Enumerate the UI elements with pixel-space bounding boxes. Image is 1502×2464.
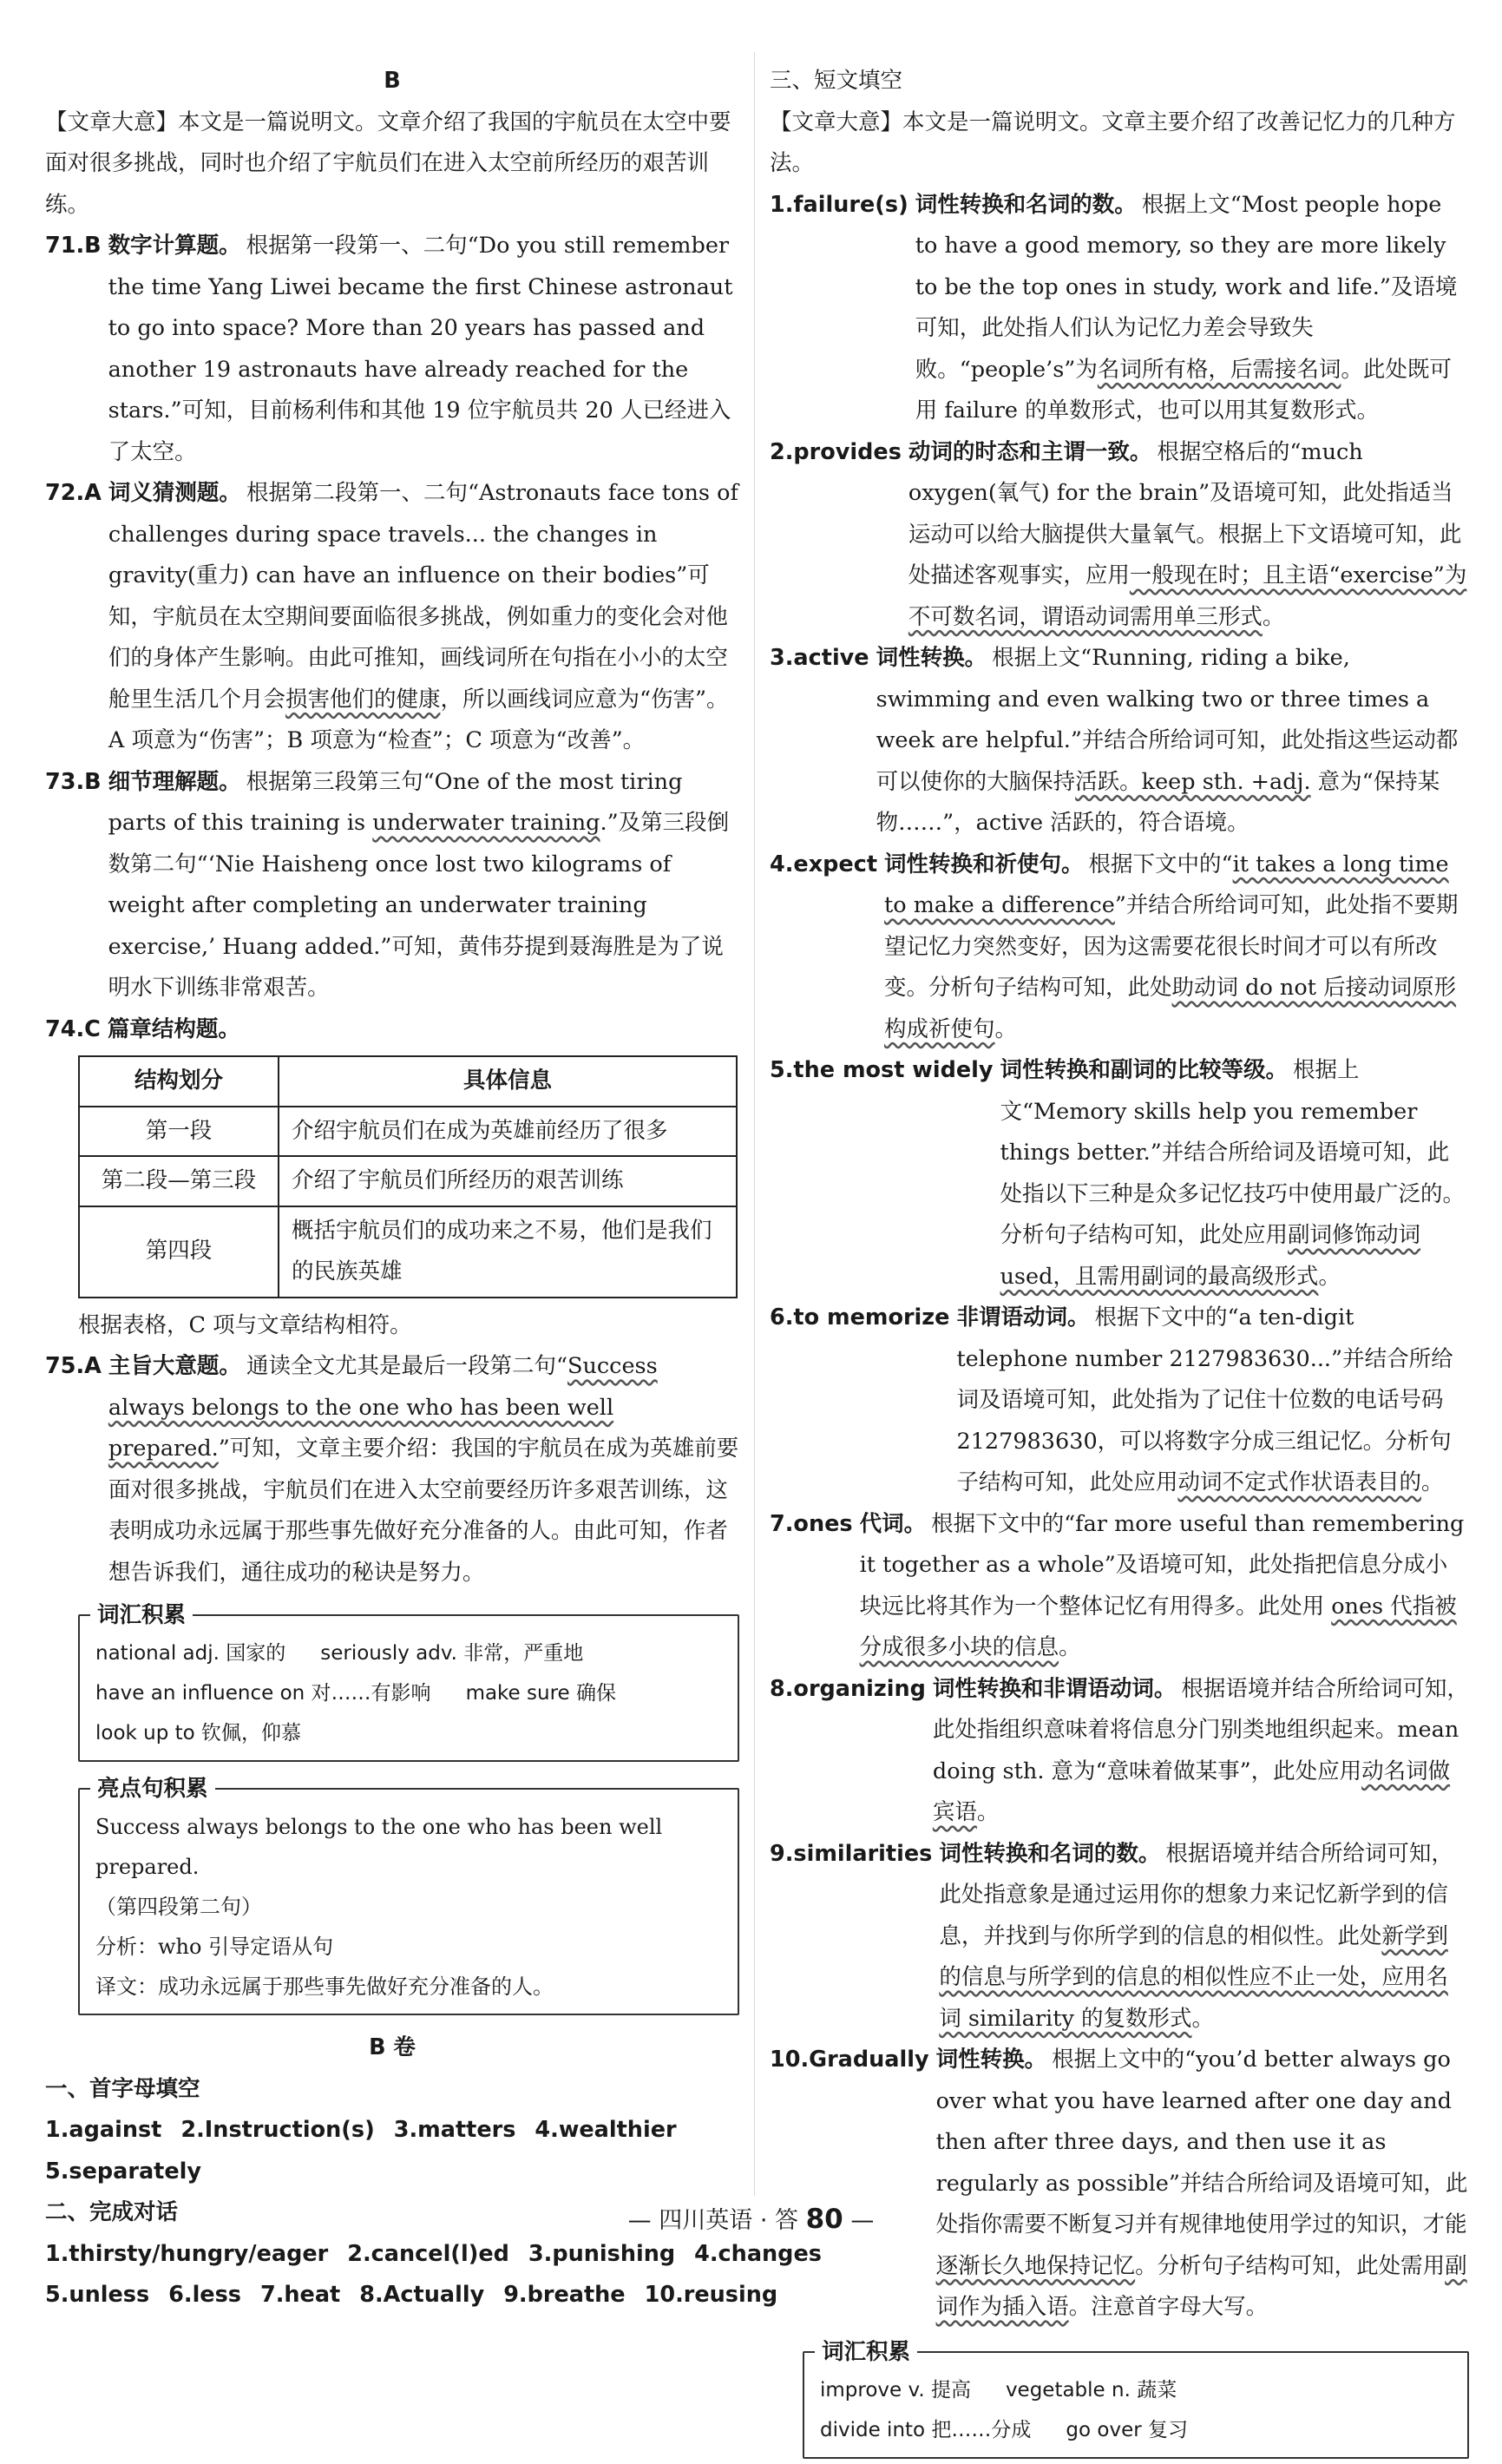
part2-answers <box>45 2275 778 2316</box>
vocab-entry: vegetable n. 蔬菜 <box>1005 2378 1177 2402</box>
explanation: 根据下文中的“far more useful than remembering it together as a whole”及语境可知，此处指把信息分成小块远比将其作为一个整体记忆有用得多。此处用 <box>859 1510 1465 1620</box>
structure-table <box>78 1055 738 1298</box>
vocab-entry: national adj. 国家的 <box>95 1642 286 1665</box>
explanation: ，所以画线词应意为“伤害”。A 项意为“伤害”；B 项意为“检查”；C 项意为“改善”。 <box>108 686 729 753</box>
vocab-entry: have an influence on 对……有影响 <box>95 1682 431 1705</box>
answer: 9.breathe <box>503 2282 626 2308</box>
footer-label: — 四川英语 · 答 <box>627 2207 798 2234</box>
table-cell: 介绍了宇航员们所经历的艰苦训练 <box>279 1156 737 1206</box>
highlight-sentence: Success always belongs to the one who has been well prepared. <box>95 1815 663 1879</box>
answer-item <box>770 1298 1469 1504</box>
explanation: 根据上文“Running, riding a bike, swimming and even walking two or three times a week are helpful.”并结合所给词可知，此处指这些运动都可以使你的大脑保持 <box>876 645 1459 795</box>
answer-item <box>770 638 1469 844</box>
table-row <box>79 1156 737 1206</box>
answer: 8.Actually <box>359 2282 485 2308</box>
vocab-entry: divide into 把……分成 <box>820 2418 1032 2441</box>
answer-number: 6.to memorize <box>770 1304 950 1331</box>
vocab-entry: make sure 确保 <box>465 1682 616 1705</box>
underlined-text: 一般现在时；且主语“exercise”为不可数名词，谓语动词需用单三形式 <box>908 562 1467 630</box>
table-cell: 第二段—第三段 <box>79 1156 279 1206</box>
answer: 3.matters <box>393 2117 516 2143</box>
table-cell: 第四段 <box>79 1206 279 1298</box>
page-number: 80 <box>805 2204 843 2235</box>
highlight-box <box>78 1776 739 2015</box>
answer: 5.unless <box>45 2282 150 2308</box>
answer-number: 74.C <box>45 1015 101 1042</box>
answer-item <box>770 1504 1469 1669</box>
part1-answers <box>45 2110 739 2152</box>
answer-number: 2.provides <box>770 438 902 465</box>
question-category: 词性转换和副词的比较等级。 <box>1000 1057 1289 1083</box>
question-category: 词义猜测题。 <box>108 480 241 506</box>
part3-title: 三、短文填空 <box>770 68 903 94</box>
answer: 7.heat <box>259 2282 341 2308</box>
answer-number: 1.failure(s) <box>770 191 908 218</box>
question-category: 词性转换。 <box>935 2047 1047 2073</box>
answer-74 <box>45 1009 739 1051</box>
passage-summary: 【文章大意】本文是一篇说明文。文章主要介绍了改善记忆力的几种方法。 <box>770 108 1456 176</box>
explanation: 根据空格后的“much oxygen(氧气) for the brain”及语境可知，此处指适当运动可以给大脑提供大量氧气。根据上下文语境可知，此处描述客观事实，应用 <box>908 438 1462 588</box>
passage-summary: 【文章大意】本文是一篇说明文。文章介绍了我国的宇航员在太空中要面对很多挑战，同时也介绍了宇航员们在进入太空前所经历的艰苦训练。 <box>45 108 731 218</box>
explanation: 。 <box>1059 1634 1081 1660</box>
explanation: 根据第三段第三句“One of the most tiring parts of this training is <box>108 768 683 836</box>
explanation: 根据语境并结合所给词可知，此处指意象是通过运用你的想象力来记忆新学到的信息，并找到与你所学到的信息的相似性。此处 <box>939 1840 1453 1949</box>
highlight-box-title: 亮点句积累 <box>90 1769 215 1810</box>
answer: 1.against <box>45 2117 162 2143</box>
explanation: 根据第二段第一、二句“Astronauts face tons of challenges during space travels... the changes in gravity(重力) can have an influence on their bodies”可知，宇航员在太空期间要面临很多挑战，例如重力的变化会对他们的身体产生影响。由此可推知，画线词所在句指在小小的太空舱里生活几个月会 <box>108 480 738 713</box>
answer-73 <box>45 762 739 1009</box>
answer-number: 3.active <box>770 645 869 671</box>
answer-item <box>770 1834 1469 2040</box>
underlined-text: 副词修饰动词 used，且需用副词的最高级形式 <box>1000 1222 1421 1290</box>
section-title-b: B <box>384 68 401 94</box>
question-category: 词性转换和名词的数。 <box>915 191 1137 218</box>
explanation: 。分析句子结构可知，此处需用 <box>1135 2252 1446 2279</box>
highlight-analysis: 分析：who 引导定语从句 <box>95 1935 334 1959</box>
answer: 4.changes <box>694 2240 822 2267</box>
answer-number: 8.organizing <box>770 1675 926 1702</box>
explanation: 。此处既可用 failure 的单数形式，也可以用其复数形式。 <box>915 356 1452 424</box>
vocab-box <box>78 1602 739 1762</box>
answer: 3.punishing <box>528 2240 676 2267</box>
part1-title: 一、首字母填空 <box>45 2075 200 2102</box>
explanation: ”可知，文章主要介绍：我国的宇航员在成为英雄前要面对很多挑战，宇航员们在进入太空前要经历许多艰苦训练，这表明成功永远属于那些事先做好充分准备的人。由此可知，作者想告诉我们，通往成功的秘诀是努力。 <box>108 1436 739 1586</box>
underlined-text: Success always belongs to the one who has been well prepared. <box>108 1353 658 1462</box>
explanation: 。 <box>1262 603 1285 630</box>
underlined-text: 副词作为插入语 <box>935 2252 1467 2320</box>
explanation: 根据语境并结合所给词可知，此处指组织意味着将信息分门别类地组织起来。mean doing sth. 意为“意味着做某事”，此处应用 <box>932 1675 1469 1784</box>
answer-item <box>770 185 1469 432</box>
explanation: 。 <box>976 1799 1000 1825</box>
explanation: ”并结合所给词可知，此处指不要期望记忆力突然变好，因为这需要花很长时间才可以有所改变。分析句子结构可知，此处 <box>884 892 1459 1001</box>
answer-item <box>770 1669 1469 1834</box>
answer-number: 4.expect <box>770 851 878 877</box>
question-category: 细节理解题。 <box>108 768 241 795</box>
answer-number: 5.the most widely <box>770 1057 994 1083</box>
underlined-text: 损害他们的健康 <box>285 686 441 713</box>
explanation: 意为“保持某物……”，active 活跃的，符合语境。 <box>876 768 1440 836</box>
table-cell: 概括宇航员们的成功来之不易，他们是我们的民族英雄 <box>279 1206 737 1298</box>
vocab-entry: improve v. 提高 <box>820 2378 971 2402</box>
answer-number: 75.A <box>45 1353 102 1379</box>
answer-number: 10.Gradually <box>770 2047 929 2073</box>
answer: 6.less <box>168 2282 241 2308</box>
question-category: 词性转换和祈使句。 <box>884 851 1084 877</box>
table-row <box>79 1206 737 1298</box>
explanation: 根据第一段第一、二句“Do you still remember the time Yang Liwei became the first Chinese astronaut to go into space? More than 20 years has passed and another 19 astronauts have already reached for the stars.”可知，目前杨利伟和其他 19 位宇航员共 20 人已经进入了太空。 <box>108 233 733 465</box>
explanation: 根据上文中的“you’d better always go over what you have learned after one day and then after three days, and then use it as regularly as possible”并结合所给词及语境可知，此处指你需要不断复习并有规律地使用学过的知识，才能 <box>935 2047 1468 2237</box>
vocab-box <box>803 2338 1469 2459</box>
right-column <box>770 61 1469 2464</box>
explanation: 。 <box>1318 1263 1341 1290</box>
column-divider <box>754 52 755 2196</box>
part1-answers <box>45 2152 739 2193</box>
answer-number: 9.similarities <box>770 1840 933 1867</box>
underlined-text: 名词所有格，后需接名词 <box>1097 356 1341 383</box>
underlined-text: 动名词做宾语 <box>932 1758 1451 1825</box>
page-footer <box>0 2199 1502 2242</box>
footer-dash: — <box>850 2207 875 2234</box>
explanation: 根据上文“Most people hope to have a good memory, so they are more likely to be the top ones in study, work and life.”及语境可知，此处指人们认为记忆力差会导致失败。“people’s”为 <box>915 191 1458 383</box>
question-category: 代词。 <box>859 1510 927 1537</box>
answer-72 <box>45 473 739 762</box>
vocab-box-title: 词汇积累 <box>90 1595 193 1637</box>
question-category: 词性转换和名词的数。 <box>939 1840 1161 1867</box>
underlined-text: 活跃。keep sth. +adj. <box>1075 768 1311 795</box>
volume-b-title: B 卷 <box>369 2034 416 2060</box>
question-category: 词性转换。 <box>876 645 987 671</box>
table-header: 结构划分 <box>79 1056 279 1107</box>
table-row <box>79 1107 737 1157</box>
underlined-text: 动词不定式作状语表目的 <box>1177 1469 1421 1495</box>
explanation: 。 <box>1420 1469 1444 1495</box>
explanation: 根据下文中的“a ten-digit telephone number 2127983630...”并结合所给词及语境可知，此处指为了记住十位数的电话号码 2127983630，可以将数字分成三组记忆。分析句子结构可知，此处应用 <box>956 1304 1453 1495</box>
answer: 10.reusing <box>644 2282 778 2308</box>
answer: 2.Instruction(s) <box>180 2117 375 2143</box>
question-category: 篇章结构题。 <box>107 1015 240 1042</box>
question-category: 非谓语动词。 <box>956 1304 1090 1331</box>
answer-item <box>770 432 1469 639</box>
table-cell: 第一段 <box>79 1107 279 1157</box>
answer: 2.cancel(l)ed <box>347 2240 509 2267</box>
answer-item <box>770 1050 1469 1298</box>
underlined-text: underwater training <box>372 810 600 836</box>
underlined-text: 逐渐长久地保持记忆 <box>935 2252 1136 2279</box>
question-category: 主旨大意题。 <box>108 1353 241 1379</box>
answer-number: 72.A <box>45 480 102 506</box>
answer-item <box>770 2040 1469 2329</box>
answer-item <box>770 844 1469 1051</box>
part2-title: 二、完成对话 <box>45 2199 179 2225</box>
explanation: 。 <box>1191 2005 1214 2032</box>
highlight-translation: 译文：成功永远属于那些事先做好充分准备的人。 <box>95 1974 554 1999</box>
answer-number: 7.ones <box>770 1510 853 1537</box>
question-category: 动词的时态和主谓一致。 <box>908 438 1152 465</box>
explanation: .”及第三段倒数第二句“‘Nie Haisheng once lost two kilograms of weight after completing an underwater training exercise,’ Huang added.”可知，黄伟芬提到聂海胜是为了说明水下训练非常艰苦。 <box>108 810 730 1001</box>
vocab-entry: look up to 钦佩，仰慕 <box>95 1722 302 1745</box>
explanation: 根据下文中的“ <box>1088 851 1233 877</box>
explanation: 通读全文尤其是最后一段第二句“ <box>246 1353 567 1379</box>
underlined-text: 助动词 do not 后接动词原形构成祈使句 <box>884 975 1457 1042</box>
question-category: 词性转换和非谓语动词。 <box>932 1675 1177 1702</box>
answer-75 <box>45 1346 739 1593</box>
explanation: 。 <box>994 1015 1018 1042</box>
answer-number: 73.B <box>45 768 102 795</box>
table-note: 根据表格，C 项与文章结构相符。 <box>78 1311 412 1338</box>
underlined-text: 新学到的信息与所学到的信息的相似性应不止一处，应用名词 similarity 的复数形式 <box>939 1922 1448 2032</box>
explanation: 。注意首字母大写。 <box>1068 2294 1269 2320</box>
answer-71 <box>45 226 739 473</box>
answer-number: 71.B <box>45 233 102 259</box>
table-header: 具体信息 <box>279 1056 737 1107</box>
explanation: 根据上文“Memory skills help you remember things better.”并结合所给词及语境可知，此处指以下三种是众多记忆技巧中使用最广泛的。分析句子结构可知，此处应用 <box>1000 1057 1466 1248</box>
vocab-box-title: 词汇积累 <box>815 2332 917 2374</box>
table-cell: 介绍宇航员们在成为英雄前经历了很多 <box>279 1107 737 1157</box>
table-header-row <box>79 1056 737 1107</box>
underlined-text: ones 代指被分成很多小块的信息 <box>859 1593 1457 1660</box>
question-category: 数字计算题。 <box>108 233 241 259</box>
highlight-source: （第四段第二句） <box>95 1895 262 1919</box>
answer: 5.separately <box>45 2158 201 2185</box>
answer: 4.wealthier <box>535 2117 677 2143</box>
answer: 1.thirsty/hungry/eager <box>45 2240 329 2267</box>
underlined-text: it takes a long time to make a difference <box>884 851 1449 918</box>
vocab-entry: seriously adv. 非常，严重地 <box>320 1642 584 1665</box>
vocab-entry: go over 复习 <box>1066 2418 1189 2441</box>
